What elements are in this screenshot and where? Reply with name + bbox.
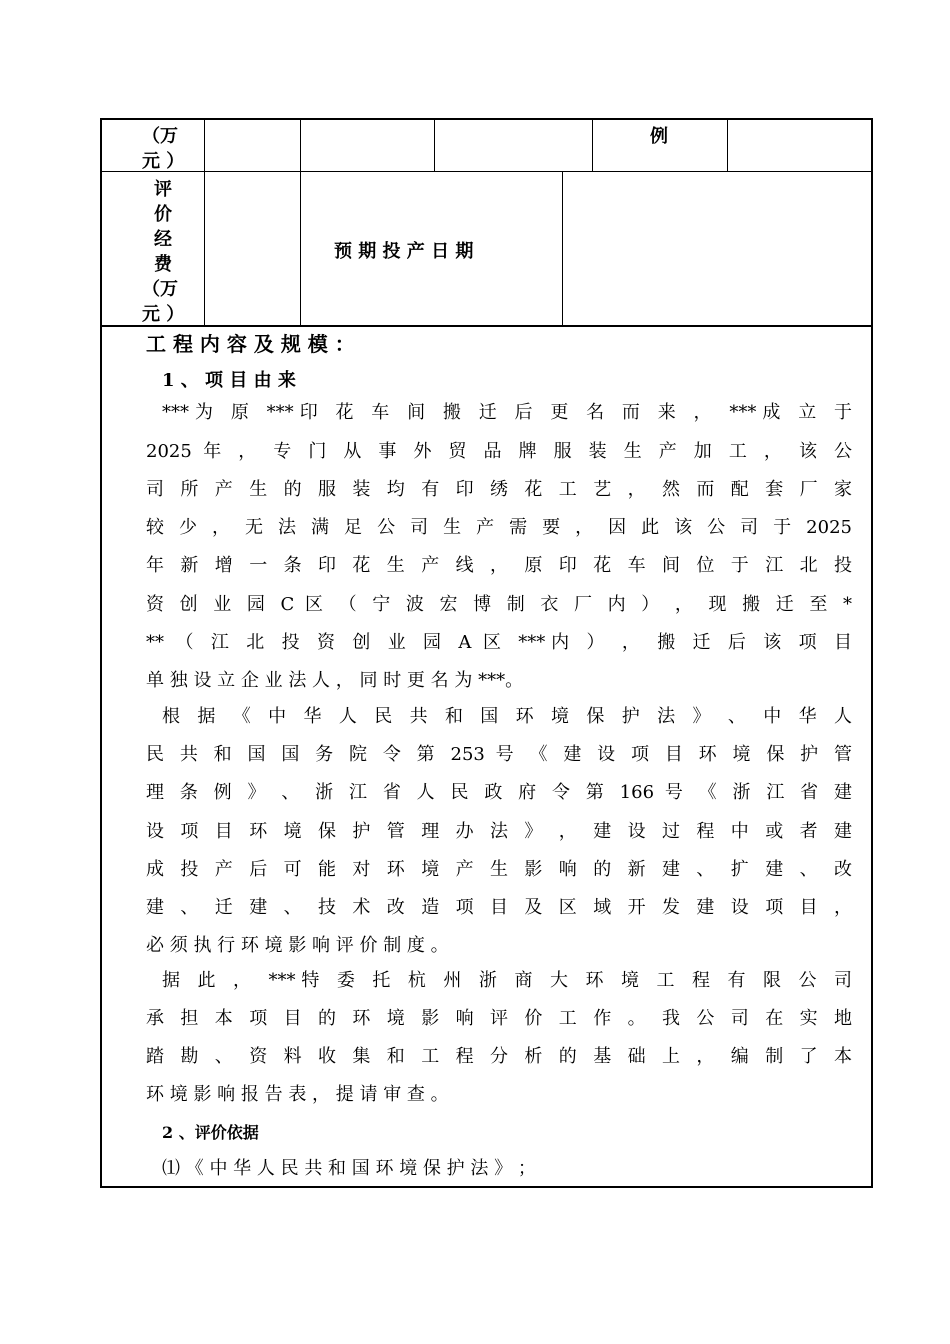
row1-label-line2: 元 ）	[142, 151, 185, 172]
para1-line: 2025 年 ， 专 门 从 事 外 贸 品 牌 服 装 生 产 加 工 ， 该 公	[146, 441, 852, 462]
row2-label-line: 价	[154, 204, 172, 225]
row-divider-2	[102, 325, 871, 327]
para2-line: 设 项 目 环 境 保 护 管 理 办 法 》 ， 建 设 过 程 中 或 者 建	[146, 821, 852, 842]
para2-line: 必 须 执 行 环 境 影 响 评 价 制 度 。	[146, 935, 449, 956]
para2-line: 建 、 迁 建 、 技 术 改 造 项 目 及 区 域 开 发 建 设 项 目 ，	[146, 897, 852, 918]
para1-line: ** （ 江 北 投 资 创 业 园 A 区 ***内 ） ， 搬 迁 后 该 项 目	[146, 632, 852, 653]
section1-title: 1 、 项 目 由 来	[162, 370, 296, 391]
para1-line: 司 所 产 生 的 服 装 均 有 印 绣 花 工 艺 ， 然 而 配 套 厂 家	[146, 479, 852, 500]
para1-line: 较 少 ， 无 法 满 足 公 司 生 产 需 要 ， 因 此 该 公 司 于 2025	[146, 517, 852, 538]
para2-line: 理 条 例 》 、 浙 江 省 人 民 政 府 令 第 166 号 《 浙 江 省 建	[146, 782, 852, 803]
para1-line: 年 新 增 一 条 印 花 生 产 线 ， 原 印 花 车 间 位 于 江 北 投	[146, 555, 852, 576]
row-divider-1	[102, 171, 871, 172]
col-divider	[562, 171, 563, 325]
col-divider	[727, 120, 728, 171]
row1-label-line1: （万	[142, 126, 178, 147]
row2-label-line: （万	[142, 279, 178, 300]
row2-label-line: 元 ）	[142, 304, 185, 325]
col-divider	[434, 120, 435, 171]
section2-title: 2 、评价依据	[162, 1123, 259, 1142]
para3-line: 据 此 ， ***特 委 托 杭 州 浙 商 大 环 境 工 程 有 限 公 司	[162, 970, 852, 991]
content-heading: 工 程 内 容 及 规 模 ：	[146, 332, 355, 356]
ratio-label: 例	[650, 126, 668, 147]
para1-line: 单 独 设 立 企 业 法 人 ， 同 时 更 名 为 ***。	[146, 670, 524, 691]
row2-label-line: 评	[154, 179, 172, 200]
para1-line: ***为 原 ***印 花 车 间 搬 迁 后 更 名 而 来 ， ***成 立 于	[162, 402, 852, 423]
row2-label-line: 费	[154, 254, 172, 275]
para3-line: 承 担 本 项 目 的 环 境 影 响 评 价 工 作 。 我 公 司 在 实 地	[146, 1008, 852, 1029]
expected-production-date-label: 预 期 投 产 日 期	[334, 241, 474, 262]
para3-line: 踏 勘 、 资 料 收 集 和 工 程 分 析 的 基 础 上 ， 编 制 了 本	[146, 1046, 852, 1067]
form-table	[100, 118, 873, 1188]
para1-line: 资 创 业 园 C 区 （ 宁 波 宏 博 制 衣 厂 内 ） ， 现 搬 迁 至 *	[146, 594, 852, 615]
para2-line: 民 共 和 国 国 务 院 令 第 253 号 《 建 设 项 目 环 境 保 护 管	[146, 744, 852, 765]
para3-line: 环 境 影 响 报 告 表 ， 提 请 审 查 。	[146, 1084, 449, 1105]
row2-label-line: 经	[154, 229, 172, 250]
col-divider	[204, 120, 205, 325]
para2-line: 根 据 《 中 华 人 民 共 和 国 环 境 保 护 法 》 、 中 华 人	[162, 706, 852, 727]
col-divider	[592, 120, 593, 171]
para2-line: 成 投 产 后 可 能 对 环 境 产 生 影 响 的 新 建 、 扩 建 、 改	[146, 859, 852, 880]
basis-item-1: ⑴ 《 中 华 人 民 共 和 国 环 境 保 护 法 》 ；	[162, 1158, 536, 1179]
col-divider	[300, 120, 301, 325]
